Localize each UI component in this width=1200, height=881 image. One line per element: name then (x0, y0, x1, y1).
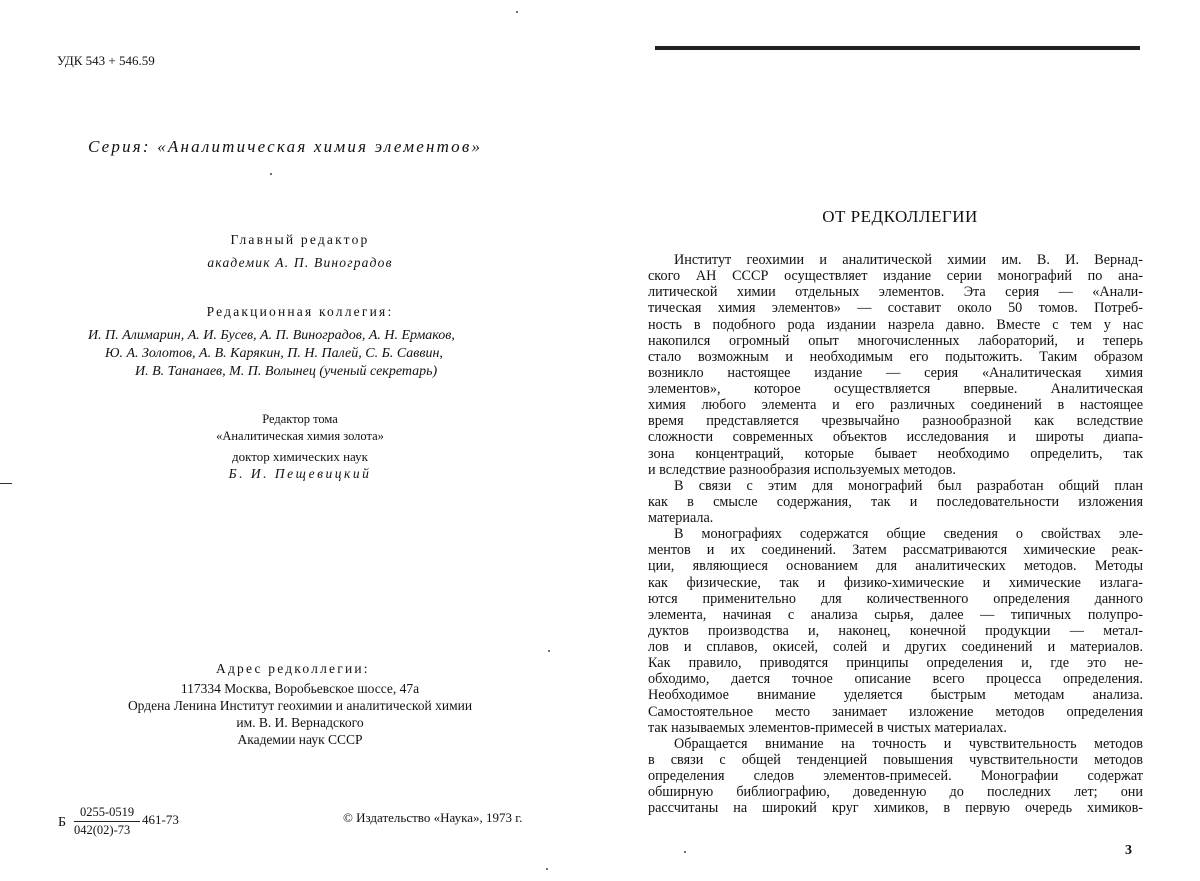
chief-editor-label: Главный редактор (230, 232, 370, 247)
text-line: рассчитаны на широкий круг химиков, в первую очередь химиков- (648, 800, 1143, 817)
text-line: В монографиях содержатся общие сведения о свойствах эле- (674, 526, 1143, 543)
board-members-line: Ю. А. Золотов, А. В. Карякин, П. Н. Палей, С. Б. Саввин, (105, 346, 443, 361)
top-rule (655, 46, 1140, 50)
publication-code-denominator: 042(02)-73 (74, 823, 131, 837)
text-line: так называемых элементов-примесей в чистых материалах. (648, 719, 1007, 736)
text-line: литической химии отдельных элементов. Эта серия — «Анали- (648, 284, 1143, 301)
editorial-board-label: Редакционная коллегия: (206, 304, 394, 319)
text-line: обширную библиографию, доведенную до последних лет; они (648, 784, 1143, 801)
text-line: возникло настоящее издание — серия «Аналитическая химия (648, 364, 1143, 381)
board-members-line: И. П. Алимарин, А. И. Бусев, А. П. Виноградов, А. Н. Ермаков, (88, 328, 455, 343)
series-title: Серия: «Аналитическая химия элементов» (88, 137, 483, 156)
board-members-line: И. В. Тананаев, М. П. Волынец (ученый секретарь) (135, 364, 438, 379)
text-line: определения следов элементов-примесей. Монографии содержат (648, 768, 1143, 784)
text-line: тическая химия элементов» — составит около 50 томов. Потреб- (648, 300, 1143, 317)
scan-speck (546, 868, 548, 870)
text-line: сложности современных объектов исследования и широты диапа- (648, 429, 1143, 446)
page-number: 3 (1125, 843, 1132, 858)
text-line: В связи с этим для монографий был разработан общий план (674, 477, 1143, 494)
publication-code-suffix: 461-73 (142, 812, 179, 827)
address-line: им. В. И. Вернадского (236, 715, 364, 730)
scan-speck (684, 851, 686, 853)
scan-speck (516, 11, 518, 13)
volume-editor-name: Б. И. Пещевицкий (228, 466, 372, 481)
text-line: время представляется чрезвычайно разнообразной как вследствие (648, 413, 1143, 430)
udk-code: УДК 543 + 546.59 (57, 53, 155, 68)
text-line: как физические, так и физико-химические и химические излага- (648, 574, 1143, 591)
text-line: и вследствие разнообразия используемых методов. (648, 461, 956, 478)
text-line: как в смысле содержания, так и последовательности изложения (648, 493, 1143, 510)
text-line: элемента, начиная с анализа сырья, далее — типичных полупро- (648, 606, 1143, 623)
text-line: Самостоятельное место занимает изложение методов определения (648, 703, 1143, 720)
address-label: Адрес редколлегии: (216, 661, 370, 676)
paragraph (648, 478, 1143, 526)
chief-editor-name: академик А. П. Виноградов (207, 255, 393, 270)
text-line: ются применительно для количественного определения данного (648, 590, 1143, 607)
text-line: стало возможным и необходимым его подытожить. Таким образом (648, 348, 1143, 365)
copyright-notice: © Издательство «Наука», 1973 г. (343, 810, 523, 825)
text-line: Обращается внимание на точность и чувствительность методов (674, 735, 1143, 752)
text-line: в связи с общей тенденцией повышения чувствительности методов (648, 751, 1143, 768)
text-line: ность в подобного рода издании назрела давно. Вместе с тем у нас (648, 316, 1143, 333)
text-line: лов и сплавов, окисей, солей и других соединений и материалов. (648, 639, 1143, 655)
publication-code-fraction-bar (74, 821, 140, 822)
text-line: материала. (648, 510, 714, 526)
text-line: ментов и их соединений. Затем рассматриваются химические реак- (648, 542, 1143, 559)
address-line: Академии наук СССР (237, 732, 363, 747)
text-line: ции, являющиеся основанием для аналитических методов. Методы (648, 558, 1143, 575)
text-line: зона концентраций, которые бывает необходимо определить, так (648, 445, 1143, 462)
address-line: 117334 Москва, Воробьевское шоссе, 47а (180, 681, 420, 696)
text-line: Как правило, приводятся принципы определения и, где это не- (648, 655, 1143, 672)
right-page (600, 0, 1200, 881)
text-line: Институт геохимии и аналитической химии им. В. И. Вернад- (674, 252, 1143, 268)
text-line: накопился огромный опыт многочисленных лабораторий, и теперь (648, 332, 1143, 349)
text-line: Необходимое внимание уделяется быстрым методам анализа. (648, 687, 1143, 704)
publication-code-prefix: Б (58, 815, 67, 830)
paragraph (648, 252, 1143, 478)
paragraph (648, 526, 1143, 736)
volume-editor-label: Редактор тома (262, 412, 338, 426)
text-line: химия любого элемента и его различных соединений в настоящее (648, 397, 1143, 414)
scan-speck (548, 650, 550, 652)
volume-editor-degree: доктор химических наук (232, 449, 368, 464)
text-line: ского АН СССР осуществляет издание серии монографий по ана- (648, 268, 1143, 285)
text-line: обходимо, дается точное описание всего процесса определения. (648, 671, 1143, 688)
scan-margin-mark (0, 483, 12, 484)
scan-speck (270, 173, 272, 175)
text-line: дуктов производства и, наконец, конечной продукции — метал- (648, 622, 1143, 639)
section-heading: ОТ РЕДКОЛЛЕГИИ (822, 207, 978, 226)
body-text (648, 252, 1143, 816)
publication-code-numerator: 0255-0519 (80, 805, 135, 819)
volume-title: «Аналитическая химия золота» (216, 429, 384, 443)
address-line: Ордена Ленина Институт геохимии и аналитической химии (127, 698, 473, 713)
paragraph (648, 736, 1143, 817)
text-line: элементов», которое осуществляется впервые. Аналитическая (648, 381, 1143, 397)
